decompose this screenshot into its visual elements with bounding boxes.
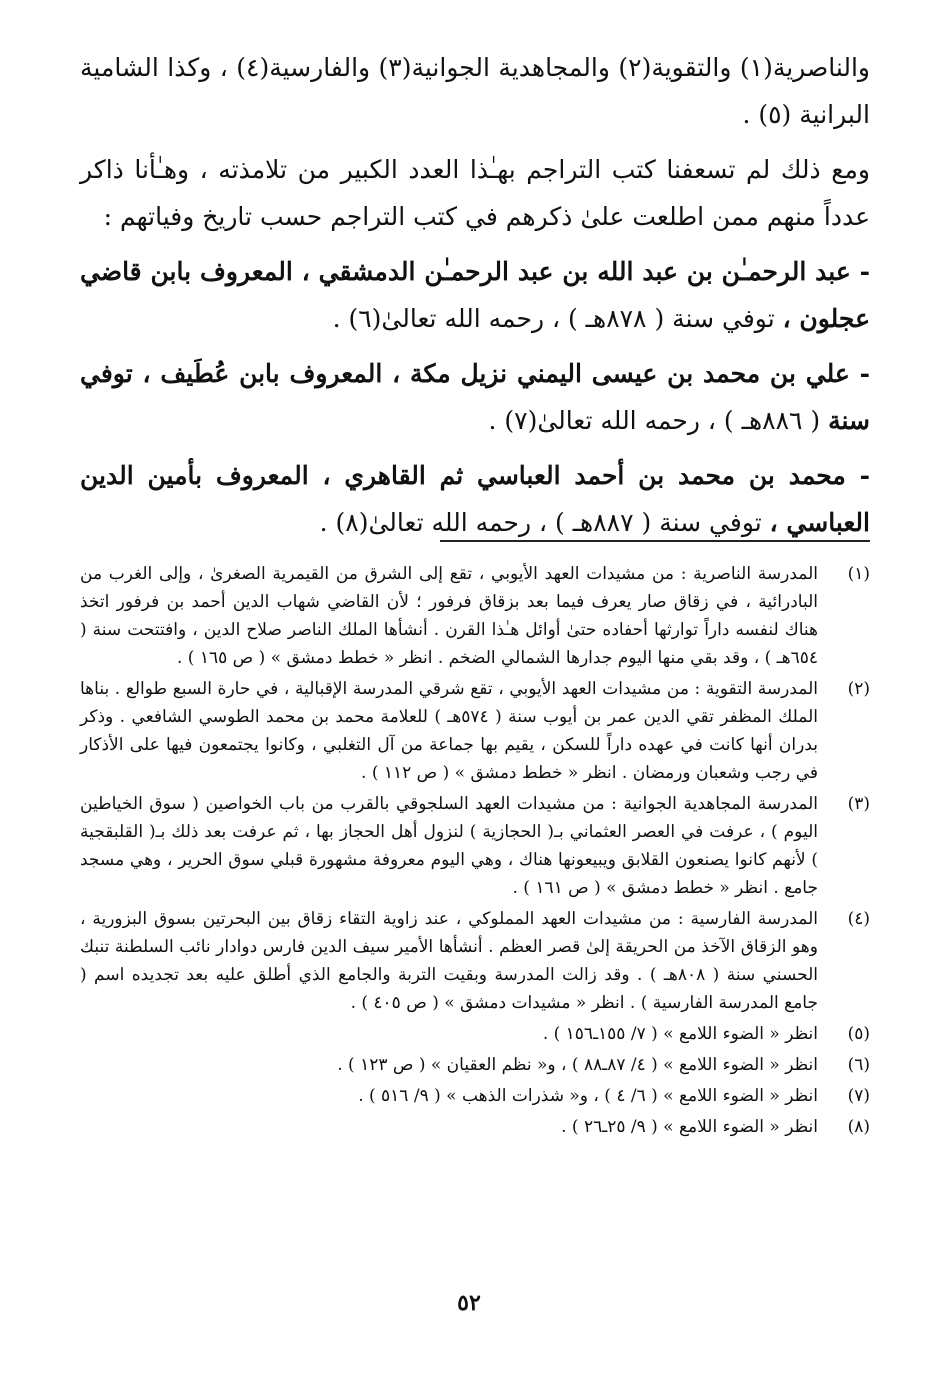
student-name: - علي بن محمد بن عيسى اليمني نزيل مكة ، المعروف بابن عُطَيف ، توفي سنة <box>80 359 870 435</box>
footnote <box>80 1082 870 1110</box>
footnote <box>80 905 870 1017</box>
footnote-number: (٤) <box>847 909 870 929</box>
footnote-text: انظر « الضوء اللامع » ( ٤/ ٨٧ـ٨٨ ) ، و« نظم العقيان » ( ص ١٢٣ ) . <box>337 1055 818 1075</box>
page-number: ٥٢ <box>457 1290 481 1316</box>
footnote-number: (٣) <box>847 794 870 814</box>
footnote-number: (٥) <box>847 1024 870 1044</box>
footnote-separator <box>440 540 870 542</box>
student-name: - عبد الرحمـٰن بن عبد الله بن عبد الرحمـٰن الدمشقي ، المعروف بابن قاضي عجلون ، <box>80 257 870 333</box>
footnote <box>80 675 870 787</box>
footnote-number: (٦) <box>847 1055 870 1075</box>
footnotes <box>80 560 870 1144</box>
footnote <box>80 1051 870 1079</box>
footnote-number: (١) <box>847 564 870 584</box>
footnote-text: المدرسة المجاهدية الجوانية : من مشيدات العهد السلجوقي بالقرب من باب الخواصين ( سوق الخياطين اليوم ) ، عرفت في العصر العثماني بـ( الحجازية ) لنزول أهل الحجاز بها ، ثم عرفت بعد ذلك بـ( القلبقجية ) لأنهم كانوا يصنعون القلابق ويبيعونها هناك ، وهي اليوم معروفة مشهورة قبلي سوق الحرير ، وهي مسجد جامع . انظر « خطط دمشق » ( ص ١٦١ ) . <box>80 794 818 898</box>
footnote-number: (٧) <box>847 1086 870 1106</box>
footnote-text: المدرسة الفارسية : من مشيدات العهد المملوكي ، عند زاوية التقاء زقاق بين البحرتين بسوق البزورية ، وهو الزقاق الآخذ من الحريقة إلىٰ قصر العظم . أنشأها الأمير سيف الدين فارس دوادار نائب السلطنة تنبك الحسني سنة ( ٨٠٨هـ ) . وقد زالت المدرسة وبقيت التربة والجامع الذي أطلق عليه بعد تجديده اسم ( جامع المدرسة الفارسية ) . انظر « مشيدات دمشق » ( ص ٤٠٥ ) . <box>80 909 818 1013</box>
student-entry <box>80 248 870 342</box>
student-name: - محمد بن محمد بن أحمد العباسي ثم القاهري ، المعروف بأمين الدين العباسي ، <box>80 461 870 537</box>
footnote-text: انظر « الضوء اللامع » ( ٧/ ١٥٥ـ١٥٦ ) . <box>542 1024 818 1044</box>
footnote-text: المدرسة التقوية : من مشيدات العهد الأيوبي ، تقع شرقي المدرسة الإقبالية ، في حارة السبع طوالع . بناها الملك المظفر تقي الدين عمر بن أيوب سنة ( ٥٧٤هـ ) للعلامة محمد بن محمد الطوسي الشافعي . وذكر بدران أنها كانت في عهده داراً للسكن ، يقيم بها جماعة من آل التغلبي ، وكانوا يجتمعون فيها على الأذكار في رجب وشعبان ورمضان . انظر « خطط دمشق » ( ص ١١٢ ) . <box>80 679 818 783</box>
footnote-text: المدرسة الناصرية : من مشيدات العهد الأيوبي ، تقع إلى الشرق من القيمرية الصغرىٰ ، وإلى الغرب من البادرائية ، في زقاق صار يعرف فيما بعد بزقاق فرفور ؛ لأن القاضي شهاب الدين أحمد بن فرفور اتخذ هناك لنفسه داراً توارثها أحفاده حتىٰ أوائل هـٰذا القرن . أنشأها الملك الناصر صلاح الدين ، وافتتحت سنة ( ٦٥٤هـ ) ، وقد بقي منها اليوم جدارها الشمالي الضخم . انظر « خطط دمشق » ( ص ١٦٥ ) . <box>80 564 818 668</box>
context-paragraph: ومع ذلك لم تسعفنا كتب التراجم بهـٰذا العدد الكبير من تلامذته ، وهـٰأنا ذاكر عدداً منهم ممن اطلعت علىٰ ذكرهم في كتب التراجم حسب تاريخ وفياتهم : <box>80 155 870 231</box>
student-death: ( ٨٨٦هـ ) ، رحمه الله تعالىٰ(٧) . <box>488 406 829 435</box>
student-entry <box>80 452 870 546</box>
footnote <box>80 1020 870 1048</box>
student-death: توفي سنة ( ٨٧٨هـ ) ، رحمه الله تعالىٰ(٦) . <box>332 304 783 333</box>
footnote-number: (٢) <box>847 679 870 699</box>
footnote <box>80 560 870 672</box>
footnote-text: انظر « الضوء اللامع » ( ٩/ ٢٥ـ٢٦ ) . <box>561 1117 818 1137</box>
intro-paragraph: والناصرية(١) والتقوية(٢) والمجاهدية الجوانية(٣) والفارسية(٤) ، وكذا الشامية البرانية (٥) . <box>80 53 870 129</box>
footnote <box>80 1113 870 1141</box>
main-text <box>80 44 870 554</box>
student-entry <box>80 350 870 444</box>
footnote-number: (٨) <box>847 1117 870 1137</box>
footnote-text: انظر « الضوء اللامع » ( ٦/ ٤ ) ، و« شذرات الذهب » ( ٩/ ٥١٦ ) . <box>358 1086 818 1106</box>
footnote <box>80 790 870 902</box>
student-death: توفي سنة ( ٨٨٧هـ ) ، رحمه الله تعالىٰ(٨) . <box>319 508 770 537</box>
